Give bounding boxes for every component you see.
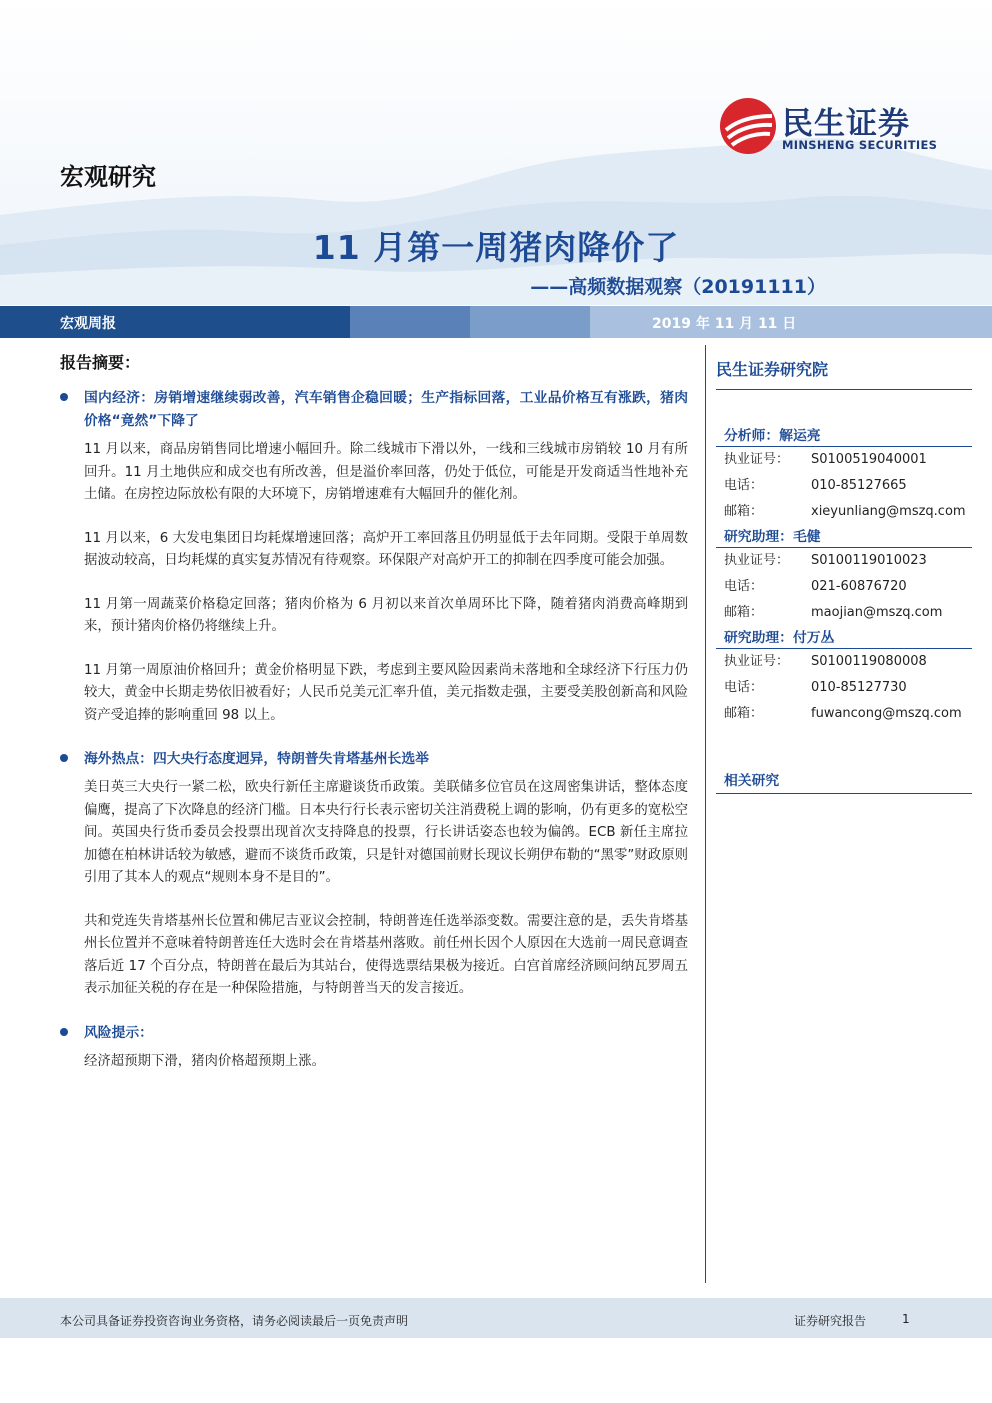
paragraph: 11 月第一周蔬菜价格稳定回落；猪肉价格为 6 月初以来首次单周环比下降，随着猪肉消费高峰期到来，预计猪肉价格仍将继续上升。	[84, 596, 688, 634]
contact-assistant-2	[716, 626, 972, 727]
paragraph: 11 月以来，6 大发电集团日均耗煤增速回落；高炉开工率回落且仍明显低于去年同期。受限于单周数据波动较高，日均耗煤的真实复苏情况有待观察。环保限产对高炉开工的抑制在四季度可能会加强。	[84, 530, 688, 568]
column-divider	[705, 345, 706, 1283]
contact-email-link[interactable]: maojian@mszq.com	[811, 605, 943, 620]
report-subtitle: ——高频数据观察（20191111）	[530, 276, 826, 298]
contact-email-link[interactable]: xieyunliang@mszq.com	[811, 504, 966, 519]
report-category: 宏观研究	[60, 163, 156, 191]
bullet-icon	[60, 393, 68, 401]
section-heading: 国内经济：房销增速继续弱改善，汽车销售企稳回暖；生产指标回落，工业品价格互有涨跌，猪肉价格“竟然”下降了	[84, 390, 688, 429]
contact-label: 电话：	[724, 579, 764, 594]
contact-analyst	[716, 424, 972, 525]
paragraph: 共和党连失肯塔基州长位置和佛尼吉亚议会控制，特朗普连任选举添变数。需要注意的是，丢失肯塔基州长位置并不意味着特朗普连任大选时会在肯塔基州落败。前任州长因个人原因在大选前一周民意调查落后近 17 个百分点，特朗普在最后为其站台，使得选票结果极为接近。白宫首席经济顾问纳瓦罗周五表示加征关税的存在是一种保险措施，与特朗普当天的发言接近。	[84, 913, 688, 996]
contact-value: 010-85127665	[811, 478, 907, 493]
section-heading: 海外热点：四大央行态度迥异，特朗普失肯塔基州长选举	[84, 751, 429, 767]
contact-label: 邮箱：	[724, 605, 764, 620]
abstract-heading: 报告摘要：	[60, 353, 141, 372]
paragraph: 11 月以来，商品房销售同比增速小幅回升。除二线城市下滑以外，一线和三线城市房销较 10 月有所回升。11 月土地供应和成交也有所改善，但是溢价率回落，仍处于低位，可能是开发商适当性地补充土储。在房控边际放松有限的大环境下，房销增速难有大幅回升的催化剂。	[84, 442, 688, 502]
report-date: 2019 年 11 月 11 日	[652, 316, 797, 332]
contact-value: 010-85127730	[811, 680, 907, 695]
contact-email-link[interactable]: fuwancong@mszq.com	[811, 706, 962, 721]
contact-row	[716, 447, 972, 473]
section-heading: 风险提示：	[84, 1024, 153, 1041]
contact-row	[716, 675, 972, 701]
contact-label: 电话：	[724, 478, 764, 493]
contact-row	[716, 649, 972, 675]
bullet-icon	[60, 754, 68, 762]
contact-label: 邮箱：	[724, 504, 764, 519]
contact-row	[716, 548, 972, 574]
contact-role: 研究助理：毛健	[716, 525, 972, 548]
company-logo	[718, 94, 958, 156]
section-risk-warning	[60, 1022, 688, 1074]
section-overseas-hotspots	[60, 748, 688, 1001]
contact-assistant-1	[716, 525, 972, 626]
bullet-icon	[60, 1028, 68, 1036]
report-type: 宏观周报	[60, 316, 116, 332]
contact-label: 邮箱：	[724, 706, 764, 721]
contact-row	[716, 600, 972, 626]
paragraph: 美日英三大央行一紧二松，欧央行新任主席避谈货币政策。美联储多位官员在这周密集讲话，整体态度偏鹰，提高了下次降息的经济门槛。日本央行行长表示密切关注消费税上调的影响，仍有更多的宽松空间。英国央行货币委员会投票出现首次支持降息的投票，行长讲话姿态也较为偏鸽。ECB 新任主席拉加德在柏林讲话较为敏感，避而不谈货币政策，只是针对德国前财长现议长朔伊布勒的“黑零”财政原则引用了其本人的观点“规则本身不是目的”。	[84, 780, 688, 885]
contact-row	[716, 473, 972, 499]
contact-row	[716, 499, 972, 525]
contact-label: 执业证号：	[724, 452, 790, 467]
paragraph: 11 月第一周原油价格回升；黄金价格明显下跌，考虑到主要风险因素尚未落地和全球经济下行压力仍较大，黄金中长期走势依旧被看好；人民币兑美元汇率升值，美元指数走强，主要受美股创新高和风险资产受追捧的影响重回 98 以上。	[84, 662, 688, 723]
related-research-heading: 相关研究	[716, 769, 972, 794]
title-bar	[0, 306, 992, 338]
contact-value: S0100519040001	[811, 452, 927, 467]
logo-name: 民生证券	[782, 106, 910, 142]
footer-disclaimer: 本公司具备证券投资咨询业务资格，请务必阅读最后一页免责声明	[60, 1314, 409, 1328]
page-number: 1	[902, 1312, 910, 1326]
minsheng-logo-icon	[718, 96, 778, 156]
contact-value: S0100119010023	[811, 553, 927, 568]
contact-value: S0100119080008	[811, 654, 927, 669]
footer-doc-type: 证券研究报告	[794, 1314, 867, 1328]
institute-name: 民生证券研究院	[716, 357, 972, 390]
contact-label: 执业证号：	[724, 553, 790, 568]
contact-role: 研究助理：付万丛	[716, 626, 972, 649]
contact-row	[716, 574, 972, 600]
sidebar	[716, 357, 972, 794]
section-domestic-economy	[60, 387, 688, 727]
contact-label: 电话：	[724, 680, 764, 695]
contact-row	[716, 701, 972, 727]
contact-label: 执业证号：	[724, 654, 790, 669]
contact-role: 分析师：解运亮	[716, 424, 972, 447]
paragraph: 经济超预期下滑，猪肉价格超预期上涨。	[84, 1053, 326, 1069]
report-title: 11 月第一周猪肉降价了	[312, 228, 680, 267]
contact-value: 021-60876720	[811, 579, 907, 594]
logo-english-name: MINSHENG SECURITIES	[782, 138, 938, 152]
abstract-column	[60, 350, 688, 1094]
